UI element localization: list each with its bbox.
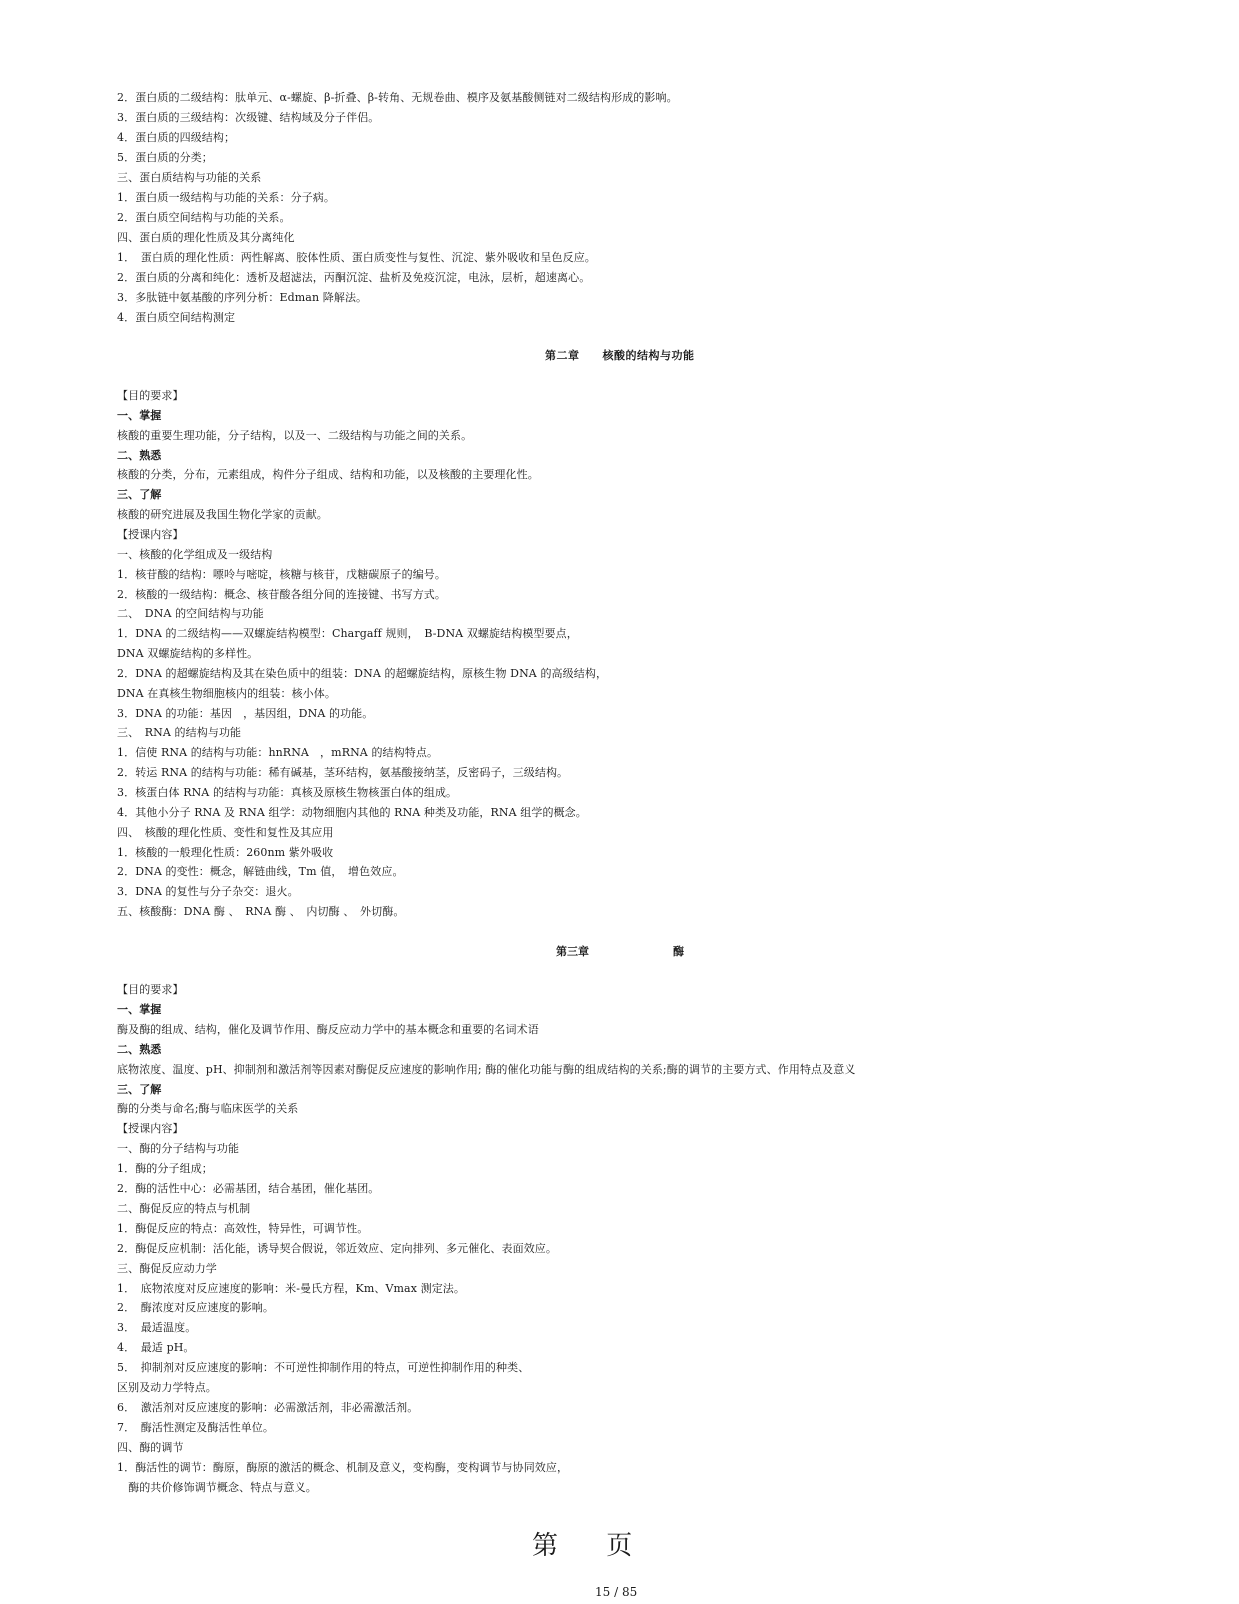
text-line: 3．多肽链中氨基酸的序列分析：Edman 降解法。 xyxy=(117,291,368,304)
text-line: 核酸的研究进展及我国生物化学家的贡献。 xyxy=(117,508,328,522)
text-line: 一、酶的分子结构与功能 xyxy=(117,1142,240,1156)
text-line: 4．蛋白质空间结构测定 xyxy=(117,311,236,324)
text-line: 【授课内容】 xyxy=(117,527,184,541)
text-line: 核酸的分类，分布，元素组成，构件分子组成、结构和功能，以及核酸的主要理化性。 xyxy=(117,468,539,482)
text-line: 1．DNA 的二级结构——双螺旋结构模型：Chargaff 规则， B-DNA 双螺旋结构模型要点， xyxy=(117,627,578,641)
text-line: 二、酶促反应的特点与机制 xyxy=(117,1201,251,1215)
text-line: 3．DNA 的功能：基因 ，基因组，DNA 的功能。 xyxy=(117,706,374,720)
text-line: 3． 最适温度。 xyxy=(117,1321,197,1335)
text-line: 1． 底物浓度对反应速度的影响：米-曼氏方程，Km、Vmax 测定法。 xyxy=(117,1281,465,1295)
text-line: 五、核酸酶：DNA 酶 、 RNA 酶 、 内切酶 、 外切酶。 xyxy=(117,905,405,919)
text-line: 4．蛋白质的四级结构； xyxy=(117,131,236,144)
text-line: 四、酶的调节 xyxy=(117,1440,184,1454)
text-line: 7． 酶活性测定及酶活性单位。 xyxy=(117,1420,274,1434)
text-line: 二、 DNA 的空间结构与功能 xyxy=(117,607,264,621)
text-line: 2．DNA 的超螺旋结构及其在染色质中的组装：DNA 的超螺旋结构，原核生物 DNA 的高级结构， xyxy=(117,666,608,680)
text-line: 2．DNA 的变性：概念，解链曲线，Tm 值， 增色效应。 xyxy=(117,865,404,879)
text-line: 一、核酸的化学组成及一级结构 xyxy=(117,547,273,561)
chapter-3-title-name: 酶 xyxy=(673,945,684,958)
text-line: 2．蛋白质空间结构与功能的关系。 xyxy=(117,211,291,224)
section-heading: 二、熟悉 xyxy=(117,448,162,462)
text-line: 4． 最适 pH。 xyxy=(117,1341,195,1355)
section-heading: 三、了解 xyxy=(117,1082,162,1096)
text-line: 1．酶的分子组成； xyxy=(117,1162,213,1176)
text-line: 四、 核酸的理化性质、变性和复性及其应用 xyxy=(117,825,334,839)
text-line: 2．转运 RNA 的结构与功能：稀有碱基，茎环结构，氨基酸接纳茎，反密码子，三级结构。 xyxy=(117,766,569,780)
text-line: 2．蛋白质的二级结构：肽单元、α-螺旋、β-折叠、β-转角、无规卷曲、模序及氨基酸侧链对二级结构形成的影响。 xyxy=(117,91,678,104)
text-line: 1．酶活性的调节：酶原，酶原的激活的概念、机制及意义，变构酶，变构调节与协同效应， xyxy=(117,1460,569,1474)
text-line: 【目的要求】 xyxy=(117,389,184,402)
text-line: 4．其他小分子 RNA 及 RNA 组学：动物细胞内其他的 RNA 种类及功能，RNA 组学的概念。 xyxy=(117,805,587,819)
section-heading: 三、了解 xyxy=(117,488,162,502)
section-heading: 二、熟悉 xyxy=(117,1042,162,1056)
page-footer-label: 第 页 xyxy=(532,1531,653,1561)
text-line: DNA 双螺旋结构的多样性。 xyxy=(117,647,259,661)
text-line: 3．DNA 的复性与分子杂交：退火。 xyxy=(117,885,299,899)
text-line: 1．核酸的一般理化性质：260nm 紫外吸收 xyxy=(117,845,334,859)
text-line: 1．核苷酸的结构：嘌呤与嘧啶，核糖与核苷，戊糖碳原子的编号。 xyxy=(117,567,446,581)
text-line: 三、酶促反应动力学 xyxy=(117,1261,217,1275)
text-line: 区别及动力学特点。 xyxy=(117,1381,217,1394)
text-line: 5． 抑制剂对反应速度的影响：不可逆性抑制作用的特点，可逆性抑制作用的种类、 xyxy=(117,1361,530,1375)
text-line: 【目的要求】 xyxy=(117,983,184,996)
text-line: 2．酶促反应机制：活化能，诱导契合假说，邻近效应、定向排列、多元催化、表面效应。 xyxy=(117,1241,557,1255)
chapter-2-title: 第二章 核酸的结构与功能 xyxy=(545,349,695,362)
text-line: 3．核蛋白体 RNA 的结构与功能：真核及原核生物核蛋白体的组成。 xyxy=(117,786,458,799)
page-number: 15 / 85 xyxy=(595,1585,638,1599)
text-line: 酶及酶的组成、结构，催化及调节作用、酶反应动力学中的基本概念和重要的名词术语 xyxy=(117,1022,539,1036)
text-line: 1．信使 RNA 的结构与功能：hnRNA ，mRNA 的结构特点。 xyxy=(117,746,439,760)
text-line: 3．蛋白质的三级结构：次级键、结构域及分子伴侣。 xyxy=(117,111,380,124)
text-line: 酶的分类与命名;酶与临床医学的关系 xyxy=(117,1102,299,1116)
section-heading: 一、掌握 xyxy=(117,408,162,422)
text-line: 2．蛋白质的分离和纯化：透析及超滤法，丙酮沉淀、盐析及免疫沉淀，电泳，层析，超速离心。 xyxy=(117,271,591,284)
text-line: 6． 激活剂对反应速度的影响：必需激活剂，非必需激活剂。 xyxy=(117,1400,419,1414)
section-heading: 一、掌握 xyxy=(117,1002,162,1016)
text-line: 2．核酸的一级结构：概念、核苷酸各组分间的连接键、书写方式。 xyxy=(117,587,446,601)
text-line: 三、 RNA 的结构与功能 xyxy=(117,726,242,740)
text-line: 1．酶促反应的特点：高效性，特异性，可调节性。 xyxy=(117,1221,369,1235)
text-line: 5．蛋白质的分类； xyxy=(117,151,213,164)
text-line: 2．酶的活性中心：必需基团，结合基团，催化基团。 xyxy=(117,1182,380,1195)
text-line: 1．蛋白质一级结构与功能的关系：分子病。 xyxy=(117,191,335,204)
text-line: 核酸的重要生理功能，分子结构，以及一、二级结构与功能之间的关系。 xyxy=(117,428,473,442)
text-line: 【授课内容】 xyxy=(117,1122,184,1136)
text-line: 四、蛋白质的理化性质及其分离纯化 xyxy=(117,231,295,244)
text-line: 酶的共价修饰调节概念、特点与意义。 xyxy=(117,1480,317,1494)
text-line: DNA 在真核生物细胞核内的组装：核小体。 xyxy=(117,686,336,700)
text-line: 2． 酶浓度对反应速度的影响。 xyxy=(117,1301,274,1315)
text-line: 三、蛋白质结构与功能的关系 xyxy=(117,171,262,184)
text-line: 底物浓度、温度、pH、抑制剂和激活剂等因素对酶促反应速度的影响作用; 酶的催化功能与酶的组成结构的关系;酶的调节的主要方式、作用特点及意义 xyxy=(117,1062,856,1076)
text-line: 1． 蛋白质的理化性质：两性解离、胶体性质、蛋白质变性与复性、沉淀、紫外吸收和呈色反应。 xyxy=(117,251,596,264)
chapter-3-title-number: 第三章 xyxy=(556,945,589,958)
